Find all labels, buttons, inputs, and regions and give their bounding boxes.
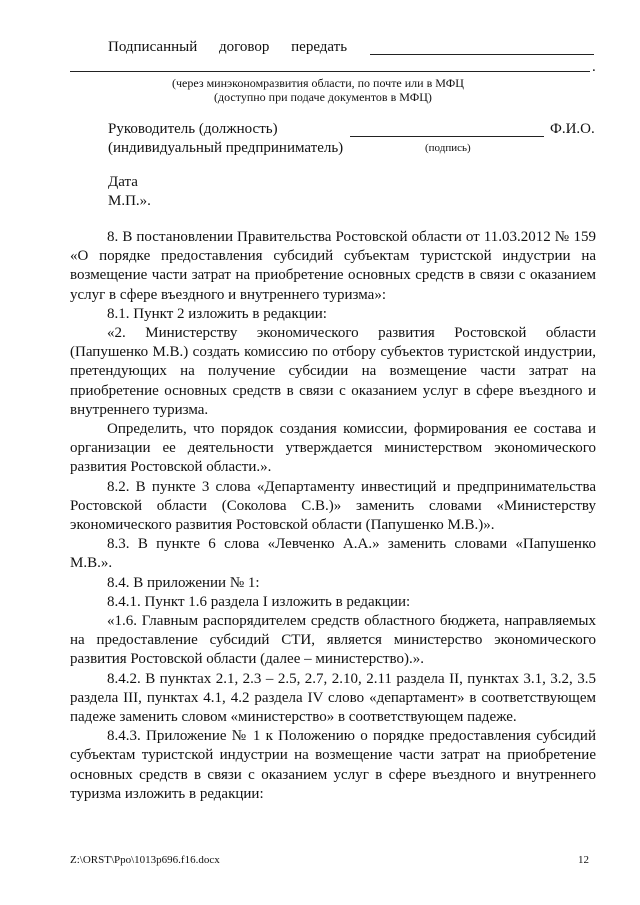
stamp-label: М.П.».: [108, 193, 151, 209]
paragraph-8-4-1: 8.4.1. Пункт 1.6 раздела I изложить в редакции:: [107, 593, 411, 610]
paragraph-8: 8. В постановлении Правительства Ростовской области от 11.03.2012 № 159 «О порядке предоставления субсидий субъектам туристской индустрии на возмещение части затрат на приобретение основных средств в связи с оказанием услуг в сфере въездного и внутреннего туризма»:: [70, 229, 596, 303]
transfer-method-line: [370, 54, 594, 55]
paragraph-8-4-2: 8.4.2. В пунктах 2.1, 2.3 – 2.5, 2.7, 2.10, 2.11 раздела II, пунктах 3.1, 3.2, 3.5 раздела III, пунктах 4.1, 4.2 раздела IV слово «департамент» в соответствующем падеже заменить словом «министерство» в соответствующем падеже.: [70, 670, 596, 726]
signed-label: Подписанный договор передать: [108, 39, 348, 55]
via-note-2: (доступно при подаче документов в МФЦ): [214, 90, 432, 104]
signature-line: [350, 136, 544, 137]
file-path: Z:\ORST\Ppo\1013p696.f16.docx: [70, 854, 220, 866]
paragraph-8-4-3: 8.4.3. Приложение № 1 к Положению о порядке предоставления субсидий субъектам туристской индустрии на возмещение части затрат на приобретение основных средств в связи с оказанием услуг в сфере въездного и внутреннего туризма изложить в редакции:: [70, 728, 596, 802]
page-number: 12: [578, 854, 589, 866]
line-period: .: [592, 59, 596, 75]
paragraph-8-1-define: Определить, что порядок создания комиссии, формирования ее состава и организации ее деятельности утверждается министерством экономического развития Ростовской области.».: [70, 421, 596, 476]
fio-label: Ф.И.О.: [550, 121, 595, 137]
paragraph-8-4: 8.4. В приложении № 1:: [107, 574, 260, 591]
head-label: Руководитель (должность): [108, 121, 278, 137]
paragraph-8-2: 8.2. В пункте 3 слова «Департаменту инвестиций и предпринимательства Ростовской области (Соколова С.В.)» заменить словами «Министерству экономического развития Ростовской области (Папушенко М.В.)».: [70, 478, 596, 534]
paragraph-8-1: 8.1. Пункт 2 изложить в редакции:: [107, 305, 327, 322]
via-note-1: (через минэкономразвития области, по почте или в МФЦ: [172, 76, 464, 90]
paragraph-8-4-1-quote: «1.6. Главным распорядителем средств областного бюджета, направляемых на предоставление субсидий СТИ, является министерство экономического развития Ростовской области (далее – министерство).».: [70, 613, 596, 668]
signature-caption: (подпись): [425, 142, 471, 154]
paragraph-8-3: 8.3. В пункте 6 слова «Левченко А.А.» заменить словами «Папушенко М.В.».: [70, 536, 596, 572]
full-width-line: [70, 71, 590, 72]
entrepreneur-label: (индивидуальный предприниматель): [108, 140, 344, 156]
date-label: Дата: [108, 174, 138, 190]
paragraph-8-1-quote: «2. Министерству экономического развития Ростовской области (Папушенко М.В.) создать комиссию по отбору субъектов туристской индустрии, претендующих на получение субсидии на возмещение части затрат на приобретение основных средств в связи с оказанием услуг в сфере въездного и внутреннего туризма.: [70, 325, 596, 418]
amendment-body: [70, 228, 596, 804]
